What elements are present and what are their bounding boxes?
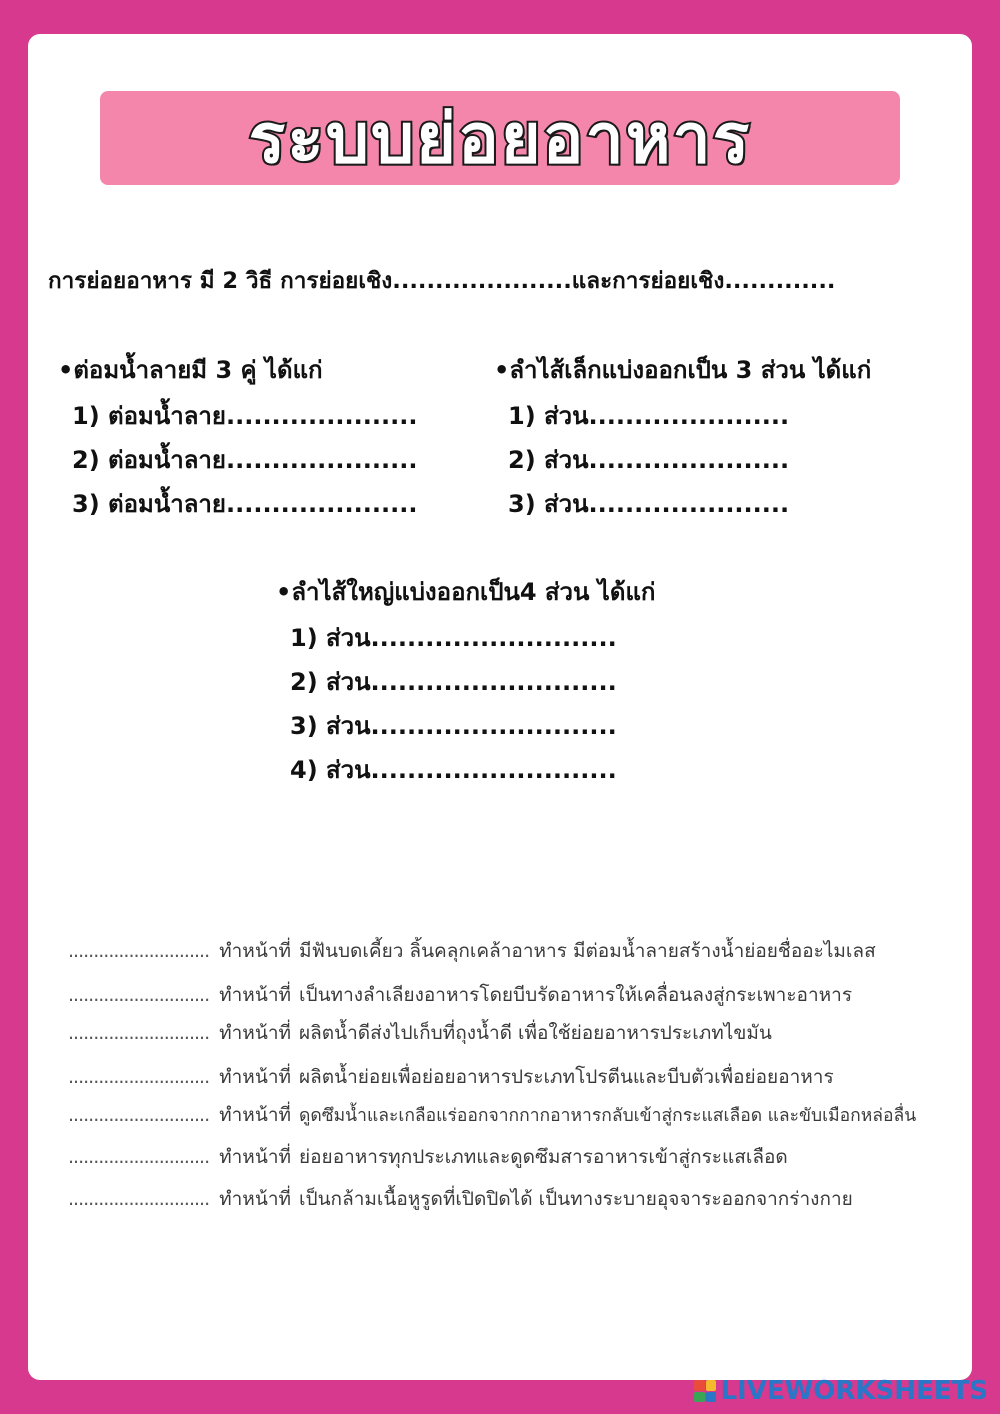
answer-blank[interactable]: ............................ (68, 940, 210, 962)
function-text: เป็นทางลำเลียงอาหารโดยบีบรัดอาหารให้เคลื่อนลงสู่กระเพาะอาหาร (299, 984, 853, 1006)
function-label: ทำหน้าที่ (219, 1066, 292, 1088)
answer-blank[interactable]: ............................ (68, 984, 210, 1006)
matching-row (68, 1062, 834, 1092)
salivary-heading: •ต่อมน้ำลายมี 3 คู่ ได้แก่ (58, 356, 323, 384)
large-intestine-heading: •ลำไส้ใหญ่แบ่งออกเป็น4 ส่วน ได้แก่ (276, 578, 656, 606)
matching-row (68, 1184, 853, 1214)
answer-blank[interactable]: ............................ (68, 1188, 210, 1210)
answer-blank[interactable]: ............................ (68, 1066, 210, 1088)
salivary-item: 1) ต่อมน้ำลาย..................... (72, 402, 418, 430)
page-title: ระบบย่อยอาหาร (248, 100, 752, 179)
function-text: ย่อยอาหารทุกประเภทและดูดซึมสารอาหารเข้าสู่กระแสเลือด (299, 1146, 788, 1168)
answer-blank[interactable]: ............................ (68, 1104, 210, 1126)
function-text: ผลิตน้ำดีส่งไปเก็บที่ถุงน้ำดี เพื่อใช้ย่อยอาหารประเภทไขมัน (299, 1022, 772, 1044)
matching-row (68, 1018, 772, 1048)
matching-row (68, 980, 852, 1010)
liveworksheets-logo (694, 1376, 988, 1406)
worksheet-page (28, 34, 972, 1380)
function-label: ทำหน้าที่ (219, 984, 292, 1006)
title-banner (100, 91, 900, 185)
function-label: ทำหน้าที่ (219, 1146, 292, 1168)
answer-blank[interactable]: ............................ (68, 1146, 210, 1168)
small-intestine-item: 1) ส่วน...................... (508, 402, 790, 430)
function-text: เป็นกล้ามเนื้อหูรูดที่เปิดปิดได้ เป็นทางระบายอุจจาระออกจากร่างกาย (299, 1188, 853, 1210)
intro-question: การย่อยอาหาร มี 2 วิธี การย่อยเชิง.....................และการย่อยเชิง............. (48, 268, 836, 294)
function-label: ทำหน้าที่ (219, 940, 292, 962)
matching-row (68, 1100, 916, 1130)
function-text: มีฟันบดเคี้ยว ลิ้นคลุกเคล้าอาหาร มีต่อมน้ำลายสร้างน้ำย่อยชื่ออะไมเลส (299, 940, 876, 962)
large-intestine-item: 2) ส่วน........................... (290, 668, 617, 696)
large-intestine-item: 1) ส่วน........................... (290, 624, 617, 652)
function-text: ดูดซึมน้ำและเกลือแร่ออกจากกากอาหารกลับเข้าสู่กระแสเลือด และขับเมือกหล่อลื่น (299, 1106, 917, 1126)
salivary-item: 2) ต่อมน้ำลาย..................... (72, 446, 418, 474)
brand-name: LIVEWORKSHEETS (720, 1376, 988, 1406)
function-label: ทำหน้าที่ (219, 1022, 292, 1044)
large-intestine-item: 3) ส่วน........................... (290, 712, 617, 740)
small-intestine-item: 3) ส่วน...................... (508, 490, 790, 518)
answer-blank[interactable]: ............................ (68, 1022, 210, 1044)
small-intestine-item: 2) ส่วน...................... (508, 446, 790, 474)
matching-row (68, 936, 876, 966)
salivary-item: 3) ต่อมน้ำลาย..................... (72, 490, 418, 518)
function-text: ผลิตน้ำย่อยเพื่อย่อยอาหารประเภทโปรตีนและบีบตัวเพื่อย่อยอาหาร (299, 1066, 834, 1088)
matching-row (68, 1142, 788, 1172)
large-intestine-item: 4) ส่วน........................... (290, 756, 617, 784)
brand-mark-icon (694, 1380, 716, 1402)
small-intestine-heading: •ลำไส้เล็กแบ่งออกเป็น 3 ส่วน ได้แก่ (494, 356, 872, 384)
function-label: ทำหน้าที่ (219, 1104, 292, 1126)
function-label: ทำหน้าที่ (219, 1188, 292, 1210)
